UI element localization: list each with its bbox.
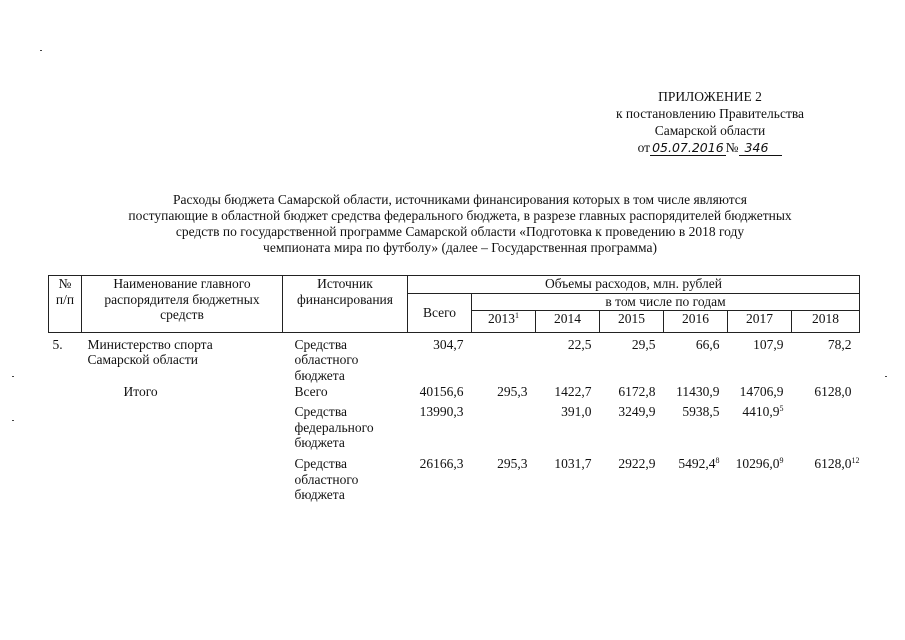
header-source: Источник финансирования <box>283 276 408 333</box>
cell-2017: 14706,9 <box>739 384 784 399</box>
cell-2015: 3249,9 <box>618 404 656 419</box>
row-source: Средства областного бюджета <box>294 336 359 383</box>
header-year-2015: 2015 <box>600 310 664 332</box>
number-handwritten: 346 <box>739 141 783 156</box>
header-by-years: в том числе по годам <box>472 294 860 311</box>
appendix-title: ПРИЛОЖЕНИЕ 2 <box>658 89 762 104</box>
header-volumes: Объемы расходов, млн. рублей <box>408 276 860 294</box>
cell-total: 13990,3 <box>419 404 464 419</box>
header-year-2014: 2014 <box>536 310 600 332</box>
cell-2014: 391,0 <box>561 404 592 419</box>
cell-2014: 22,5 <box>567 336 592 352</box>
cell-total: 304,7 <box>433 336 464 352</box>
cell-2013 <box>472 332 536 384</box>
title-line: поступающие в областной бюджет средства федерального бюджета, в разрезе главных распорядителей бюджетных <box>128 208 792 223</box>
cell-2016: 5492,4$^8$ <box>678 456 720 471</box>
table-row <box>49 456 860 508</box>
scan-speck <box>40 50 42 51</box>
row-source: Средства областного бюджета <box>294 456 359 502</box>
header-year-2013: 2013$^1$ <box>472 310 536 332</box>
cell-2013 <box>472 404 536 456</box>
cell-2013: 295,3 <box>497 384 528 399</box>
date-handwritten: 05.07.2016 <box>652 140 724 155</box>
budget-table <box>48 275 860 508</box>
date-number-line <box>560 139 860 156</box>
cell-2015: 2922,9 <box>618 456 656 471</box>
scan-speck <box>12 420 14 421</box>
footnote-mark: 9 <box>779 456 784 465</box>
cell-2014: 1031,7 <box>554 456 592 471</box>
cell-total: 40156,6 <box>419 384 464 399</box>
header-num: № п/п <box>49 276 82 333</box>
footnote-mark: 5 <box>779 404 784 413</box>
region-line: Самарской области <box>654 123 766 138</box>
appendix-header <box>560 88 860 156</box>
row-num: 5. <box>52 336 63 352</box>
footnote-mark: 8 <box>715 456 720 465</box>
resolution-line: к постановлению Правительства <box>615 106 805 121</box>
scan-speck <box>12 376 14 377</box>
cell-2018: 78,2 <box>827 336 852 352</box>
cell-2015: 29,5 <box>631 336 656 352</box>
cell-2018 <box>792 404 860 456</box>
scan-speck <box>885 376 887 377</box>
cell-2016: 5938,5 <box>682 404 720 419</box>
cell-2017: 107,9 <box>753 336 784 352</box>
footnote-mark: 12 <box>851 456 860 465</box>
cell-total: 26166,3 <box>419 456 464 471</box>
cell-2015: 6172,8 <box>618 384 656 399</box>
header-year-2017: 2017 <box>728 310 792 332</box>
table-row <box>49 332 860 384</box>
header-name: Наименование главного распорядителя бюджетных средств <box>82 276 283 333</box>
number-prefix: № <box>725 140 739 155</box>
row-source: Средства федерального бюджета <box>294 404 374 450</box>
cell-2018: 6128,0$^{12}$ <box>814 456 860 471</box>
document-title <box>60 192 860 256</box>
cell-2017: 4410,9$^5$ <box>742 404 784 419</box>
date-prefix: от <box>637 140 651 155</box>
table-row <box>49 384 860 404</box>
row-name: Министерство спорта Самарской области <box>87 336 213 367</box>
header-total: Всего <box>408 294 472 333</box>
row-source: Всего <box>294 384 328 399</box>
title-line: средств по государственной программе Самарской области «Подготовка к проведению в 2018 году <box>175 224 745 239</box>
header-year-2018: 2018 <box>792 310 860 332</box>
title-line: Расходы бюджета Самарской области, источниками финансирования которых в том числе являются <box>172 192 747 207</box>
title-line: чемпионата мира по футболу» (далее – Государственная программа) <box>263 240 657 255</box>
row-name: Итого <box>123 384 158 399</box>
cell-2018: 6128,0 <box>814 384 852 399</box>
cell-2016: 66,6 <box>695 336 720 352</box>
cell-2013: 295,3 <box>497 456 528 471</box>
cell-2017: 10296,0$^9$ <box>735 456 784 471</box>
header-year-2016: 2016 <box>664 310 728 332</box>
footnote-mark: 1 <box>515 310 519 320</box>
table-row <box>49 404 860 456</box>
cell-2016: 11430,9 <box>676 384 720 399</box>
cell-2014: 1422,7 <box>554 384 592 399</box>
